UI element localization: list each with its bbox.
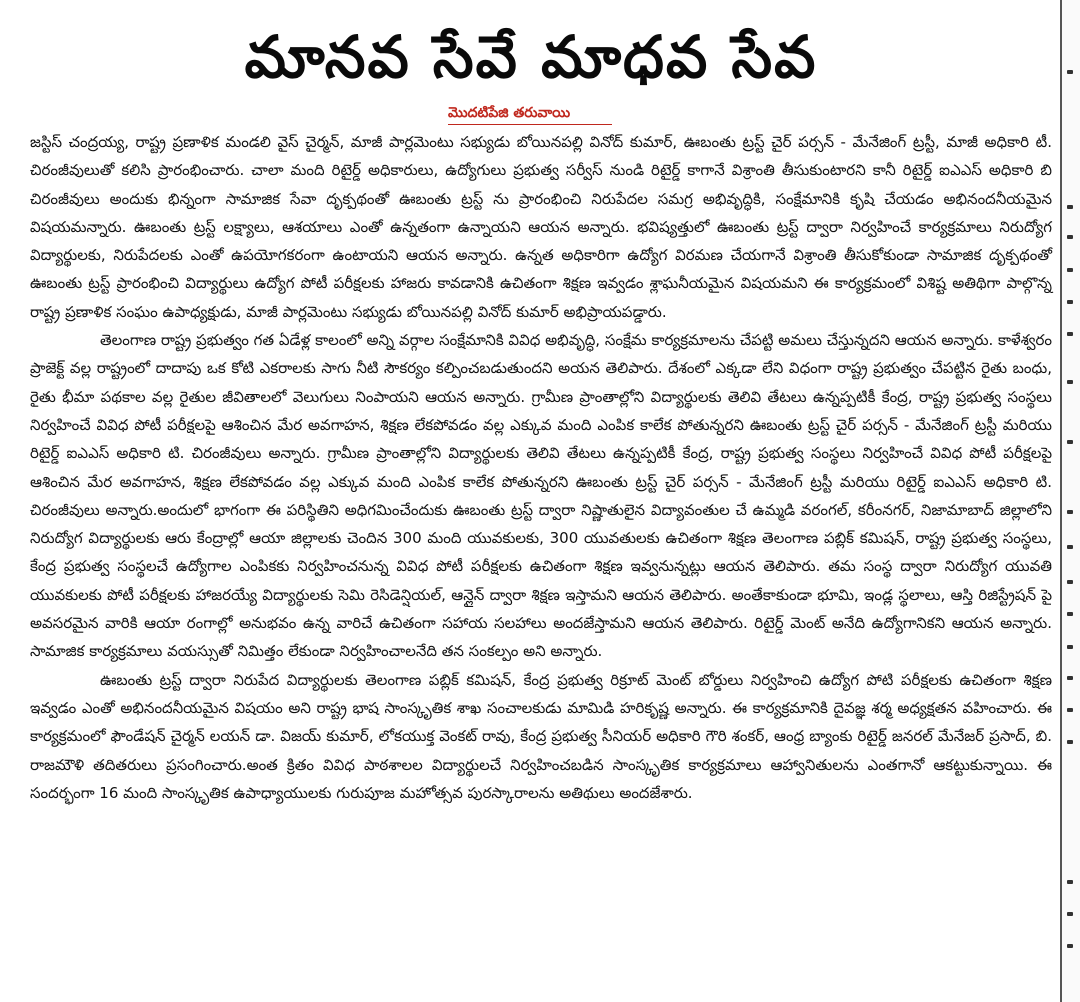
article-body xyxy=(30,128,1052,807)
edge-mark xyxy=(1067,300,1073,304)
edge-mark xyxy=(1067,912,1073,916)
edge-mark xyxy=(1067,70,1073,74)
article-paragraph-2: తెలంగాణ రాష్ట్ర ప్రభుత్వం గత ఏడేళ్ల కాలంలో అన్ని వర్గాల సంక్షేమానికి వివిధ అభివృద్ధి, సంక్షేమ కార్యక్రమాలను చేపట్టి అమలు చేస్తున్నదని ఆయన అన్నారు. కాళేశ్వరం ప్రాజెక్ట్ వల్ల రాష్ట్రంలో దాదాపు ఒక కోటి ఎకరాలకు సాగు నీటి సౌకర్యం కల్పించబడుతుందని అయన తెలిపారు. దేశంలో ఎక్కడా లేని విధంగా రాష్ట్ర ప్రభుత్వం చేపట్టిన రైతు బంధు, రైతు భీమా పథకాల వల్ల రైతుల జీవితాలలో వెలుగులు నింపాయని ఆయన అన్నారు. గ్రామీణ ప్రాంతాల్లోని విద్యార్థులకు తెలివి తేటలు ఉన్నప్పటికీ కేంద్ర, రాష్ట్ర ప్రభుత్వ సంస్థలు నిర్వహించే వివిధ పోటీ పరీక్షలపై ఆశించిన మేర అవగాహన, శిక్షణ లేకపోవడం వల్ల ఎక్కువ మంది ఎంపిక కాలేక పోతున్నరని ఊబంతు ట్రస్ట్ చైర్ పర్సన్ - మేనేజింగ్ ట్రస్టీ మరియు రిటైర్డ్ ఐఎఎస్ అధికారి టి. చిరంజీవులు అన్నారు. గ్రామీణ ప్రాంతాల్లోని విద్యార్థులకు తెలివి తేటలు ఉన్నప్పటికీ కేంద్ర, రాష్ట్ర ప్రభుత్వ సంస్థలు నిర్వహించే వివిధ పోటీ పరీక్షలపై ఆశించిన మేర అవగాహన, శిక్షణ లేకపోవడం వల్ల ఎక్కువ మంది ఎంపిక కాలేక పోతున్నరని ఊబంతు ట్రస్ట్ చైర్ పర్సన్ - మేనేజింగ్ ట్రస్టీ మరియు రిటైర్డ్ ఐఎఎస్ అధికారి టి. చిరంజీవులు అన్నారు.అందులో భాగంగా ఈ పరిస్థితిని అధిగమించేందుకు ఊబంతు ట్రస్ట్ ద్వారా నిష్ణాతులైన విద్యావంతుల చే ఉమ్మడి వరంగల్, కరీంనగర్, నిజామాబాద్ జిల్లాలోని నిరుద్యోగ విద్యార్థులకు ఆరు కేంద్రాల్లో ఆయా జిల్లాలకు చెందిన 300 మంది యువకులకు, 300 యువతులకు ఉచితంగా శిక్షణ తెలంగాణ పబ్లిక్ కమిషన్, రాష్ట్ర ప్రభుత్వ సంస్థలు, కేంద్ర ప్రభుత్వ సంస్థలచే ఉద్యోగాల ఎంపికకు నిర్వహించనున్న వివిధ పోటీ పరీక్షలకు ఉచితంగా శిక్షణ ఇవ్వనున్నట్లు ఆయన తెలిపారు. తమ సంస్థ ద్వారా నిరుద్యోగ యువతి యువకులకు పోటీ పరీక్షలకు హాజరయ్యే విద్యార్థులకు సెమి రెసిడెన్షియల్, ఆన్లైన్ ద్వారా శిక్షణ ఇస్తామని ఆయన తెలిపారు. అంతేకాకుండా భూమి, ఇండ్ల స్థలాలు, ఆస్తి రిజిస్ట్రేషన్ పై అవసరమైన వారికి ఆయా రంగాల్లో అనుభవం ఉన్న వారిచే ఉచితంగా సహాయ సలహాలు అందజేస్తామని ఆయన తెలిపారు. రిటైర్డ్ మెంట్ అనేది ఉద్యోగానికని ఆయన అన్నారు. సామాజిక కార్యక్రమాలు వయస్సుతో నిమిత్తం లేకుండా నిర్వహించాలనేది తన సంకల్పం అని అన్నారు. xyxy=(30,331,1052,661)
edge-mark xyxy=(1067,440,1073,444)
article-headline: మానవ సేవే మాధవ సేవ xyxy=(244,23,818,91)
continued-label-underline xyxy=(448,124,612,125)
edge-mark xyxy=(1067,510,1073,514)
edge-mark xyxy=(1067,645,1073,649)
edge-mark xyxy=(1067,580,1073,584)
edge-mark xyxy=(1067,612,1073,616)
article-paragraph-3: ఊబంతు ట్రస్ట్ ద్వారా నిరుపేద విద్యార్థులకు తెలంగాణ పబ్లిక్ కమిషన్, కేంద్ర ప్రభుత్వ రిక్రూట్ మెంట్ బోర్డులు నిర్వహించి ఉద్యోగ పోటి పరీక్షలకు ఉచితంగా శిక్షణ ఇవ్వడం ఎంతో అభినందనీయమైన విషయం అని రాష్ట్ర భాష సాంస్కృతిక శాఖ సంచాలకుడు మామిడి హరికృష్ణ అన్నారు. ఈ కార్యక్రమానికి దైవజ్ఞ శర్మ అధ్యక్షతన వహించారు. ఈ కార్యక్రమంలో ఫౌండేషన్ చైర్మన్ లయన్ డా. విజయ్ కుమార్, లోకయుక్త వెంకట్ రావు, కేంద్ర ప్రభుత్వ సీనియర్ అధికారి గౌరి శంకర్, ఆంధ్ర బ్యాంకు రిటైర్డ్ జనరల్ మేనేజర్ ప్రసాద్, బి. రాజమౌళి తదితరులు ప్రసంగించారు.అంత క్రితం వివిధ పాఠశాలల విద్యార్థులచే నిర్వహించబడిన సాంస్కృతిక కార్యక్రమాలు ఆహ్వానితులను ఎంతగానో ఆకట్టుకున్నాయి. ఈ సందర్భంగా 16 మంది సాంస్కృతిక ఉపాధ్యాయులకు గురుపూజ మహోత్సవ పురస్కారాలను అతిథులు అందజేశారు. xyxy=(30,670,1052,802)
edge-mark xyxy=(1067,880,1073,884)
adjacent-column-edge xyxy=(1060,0,1080,1002)
edge-mark xyxy=(1067,268,1073,272)
edge-mark xyxy=(1067,380,1073,384)
edge-mark xyxy=(1067,676,1073,680)
continued-from-front-page-label: మొదటిపేజి తరువాయి xyxy=(448,105,571,121)
edge-mark xyxy=(1067,545,1073,549)
edge-mark xyxy=(1067,740,1073,744)
article-paragraph-1: జస్టిస్ చంద్రయ్య, రాష్ట్ర ప్రణాళిక మండలి వైస్ చైర్మన్, మాజీ పార్లమెంటు సభ్యుడు బోయినపల్లి వినోద్ కుమార్, ఊబంతు ట్రస్ట్ చైర్ పర్సన్ - మేనేజింగ్ ట్రస్టీ, మాజీ అధికారి టీ. చిరంజీవులుతో కలిసి ప్రారంభించారు. చాలా మంది రిటైర్డ్ అధికారులు, ఉద్యోగులు ప్రభుత్వ సర్వీస్ నుండి రిటైర్డ్ కాగానే విశ్రాంతి తీసుకుంటారని కానీ రిటైర్డ్ ఐఎఎస్ అధికారి బి చిరంజీవులు అందుకు భిన్నంగా సామాజిక సేవా దృక్పథంతో ఊబంతు ట్రస్ట్ ను ప్రారంభించి నిరుపేదల సమగ్ర అభివృద్ధికి, సంక్షేమానికి కృషి చేయడం అభినందనీయమైన విషయమన్నారు. ఊబంతు ట్రస్ట్ లక్ష్యాలు, ఆశయాలు ఎంతో ఉన్నతంగా ఉన్నాయని ఆయన అన్నారు. భవిష్యత్తులో ఊబంతు ట్రస్ట్ ద్వారా నిర్వహించే కార్యక్రమాలు నిరుద్యోగ విద్యార్థులకు, నిరుపేదలకు ఎంతో ఉపయోగకరంగా ఉంటాయని ఆయన అన్నారు. ఉన్నత అధికారిగా ఉద్యోగ విరమణ చేయగానే విశ్రాంతి తీసుకోకుండా సామాజిక దృక్పథంతో ఊబంతు ట్రస్ట్ ప్రారంభించి విద్యార్థులు ఉద్యోగ పోటీ పరీక్షలకు హాజరు కావడానికి ఉచితంగా శిక్షణ ఇవ్వడం శ్లాఘనీయమైన విషయమని ఈ కార్యక్రమంలో విశిష్ట అతిథిగా పాల్గొన్న రాష్ట్ర ప్రణాళిక సంఘం ఉపాధ్యక్షుడు, మాజీ పార్లమెంటు సభ్యుడు బోయినపల్లి వినోద్ కుమార్ అభిప్రాయపడ్డారు. xyxy=(30,133,1052,321)
edge-mark xyxy=(1067,205,1073,209)
edge-mark xyxy=(1067,708,1073,712)
edge-mark xyxy=(1067,944,1073,948)
edge-mark xyxy=(1067,235,1073,239)
edge-mark xyxy=(1067,332,1073,336)
